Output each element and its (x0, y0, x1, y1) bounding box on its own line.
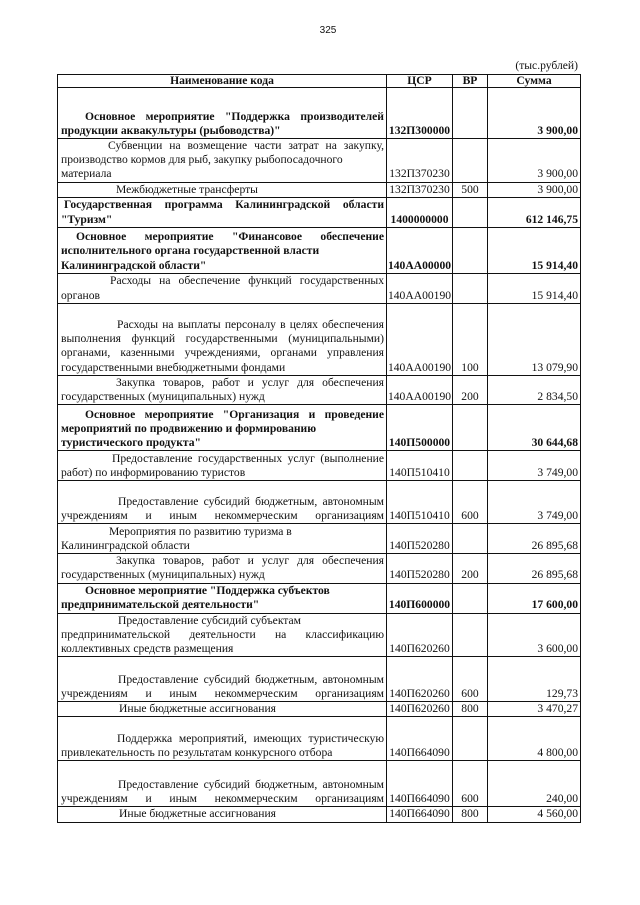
table-row (58, 807, 581, 822)
sum-cell: 3 749,00 (488, 451, 581, 481)
sum-cell: 3 900,00 (488, 139, 581, 183)
name-line: предпринимательской деятельности" (61, 598, 260, 612)
vr-cell (453, 273, 488, 303)
code-cell: 140АА00190 (387, 273, 453, 303)
name-line: Основное мероприятие "Поддержка производителей (85, 109, 384, 123)
name-line: Закупка товаров, работ и услуг для обеспечения (116, 375, 384, 389)
table-header-row (58, 75, 581, 88)
name-line: материала (61, 167, 112, 181)
table-row (58, 182, 581, 197)
code-cell: 140П664090 (387, 761, 453, 807)
table-row (58, 227, 581, 273)
sum-cell: 129,73 (488, 657, 581, 702)
vr-cell: 800 (453, 807, 488, 822)
code-cell: 140П510410 (387, 451, 453, 481)
budget-table (57, 74, 581, 823)
vr-cell: 800 (453, 702, 488, 717)
name-cell (58, 524, 387, 554)
vr-cell: 200 (453, 375, 488, 404)
table-row (58, 657, 581, 702)
code-cell: 140П510410 (387, 481, 453, 524)
name-line: Иные бюджетные ассигнования (119, 702, 276, 716)
name-line: производство кормов для рыб, закупку рыбопосадочного (61, 153, 343, 167)
name-cell (58, 182, 387, 197)
vr-cell (453, 197, 488, 227)
page-number: 325 (319, 25, 337, 36)
vr-cell: 600 (453, 481, 488, 524)
name-line: Предоставление субсидий бюджетным, автономным (118, 672, 384, 686)
sum-cell: 3 749,00 (488, 481, 581, 524)
code-cell: 140П500000 (387, 405, 453, 451)
name-line: выполнения функций государственными (муниципальными) (61, 332, 384, 346)
table-row (58, 197, 581, 227)
table-row (58, 405, 581, 451)
code-cell: 140П664090 (387, 807, 453, 822)
code-cell: 140П620260 (387, 657, 453, 702)
name-line: Предоставление субсидий бюджетным, автономным (118, 494, 384, 508)
vr-cell (453, 717, 488, 761)
table-row (58, 761, 581, 807)
sum-cell: 26 895,68 (488, 524, 581, 554)
header-sum: Сумма (488, 75, 581, 88)
name-line: Государственная программа Калининградской области (64, 198, 384, 212)
code-cell: 140АА00000 (387, 227, 453, 273)
table-row (58, 524, 581, 554)
sum-cell: 4 560,00 (488, 807, 581, 822)
code-cell: 140АА00190 (387, 303, 453, 375)
vr-cell: 600 (453, 761, 488, 807)
vr-cell (453, 451, 488, 481)
name-line: продукции аквакультуры (рыбоводства)" (61, 123, 281, 137)
name-cell (58, 761, 387, 807)
name-cell (58, 139, 387, 183)
name-line: Расходы на выплаты персоналу в целях обеспечения (117, 318, 384, 331)
table-row (58, 481, 581, 524)
vr-cell (453, 88, 488, 139)
table-row (58, 613, 581, 657)
vr-cell: 100 (453, 303, 488, 375)
vr-cell (453, 613, 488, 657)
name-line: Закупка товаров, работ и услуг для обеспечения (116, 554, 384, 568)
name-cell (58, 451, 387, 481)
name-line: Предоставление субсидий субъектам (118, 613, 302, 627)
code-cell: 132П370230 (387, 182, 453, 197)
name-line: мероприятий по продвижению и формированию (61, 421, 317, 435)
name-line: государственными внебюджетными фондами (61, 360, 286, 374)
code-cell: 140П620260 (387, 702, 453, 717)
name-line: привлекательность по результатам конкурсного отбора (61, 746, 333, 760)
name-cell (58, 481, 387, 524)
name-line: коллективных средств размещения (61, 642, 234, 656)
sum-cell: 3 900,00 (488, 88, 581, 139)
code-cell: 140АА00190 (387, 375, 453, 404)
name-line: исполнительного органа государственной власти (61, 244, 320, 258)
name-line: туристического продукта" (61, 436, 201, 450)
vr-cell (453, 139, 488, 183)
name-line: Субвенции на возмещение части затрат на закупку, (108, 139, 384, 152)
sum-cell: 3 600,00 (488, 613, 581, 657)
name-line: Предоставление государственных услуг (выполнение (112, 451, 384, 465)
name-cell (58, 717, 387, 761)
name-cell (58, 197, 387, 227)
name-line: Предоставление субсидий бюджетным, автономным (118, 778, 384, 792)
code-cell: 132П370230 (387, 139, 453, 183)
name-line: органов (61, 288, 100, 302)
name-cell (58, 613, 387, 657)
name-line: Калининградской области" (61, 258, 207, 272)
sum-cell: 30 644,68 (488, 405, 581, 451)
name-cell (58, 583, 387, 613)
name-line: "Туризм" (61, 212, 113, 226)
code-cell: 140П520280 (387, 524, 453, 554)
name-cell (58, 702, 387, 717)
name-line: учреждениям и иным некоммерческим организациям (61, 687, 384, 701)
table-row (58, 303, 581, 375)
header-code: ЦСР (387, 75, 453, 88)
vr-cell: 200 (453, 554, 488, 583)
name-line: предпринимательской деятельности на классификацию (61, 627, 384, 641)
vr-cell (453, 227, 488, 273)
code-cell: 140П520280 (387, 554, 453, 583)
name-line: Основное мероприятие "Организация и проведение (85, 407, 384, 421)
name-cell (58, 303, 387, 375)
sum-cell: 240,00 (488, 761, 581, 807)
name-line: учреждениям и иным некоммерческим организациям (61, 792, 384, 806)
name-line: работ) по информированию туристов (61, 466, 246, 480)
table-row (58, 583, 581, 613)
name-cell (58, 88, 387, 139)
table-row (58, 375, 581, 404)
sum-cell: 612 146,75 (488, 197, 581, 227)
sum-cell: 17 600,00 (488, 583, 581, 613)
header-vr: ВР (453, 75, 488, 88)
table-row (58, 273, 581, 303)
sum-cell: 2 834,50 (488, 375, 581, 404)
sum-cell: 15 914,40 (488, 273, 581, 303)
name-line: органами, казенными учреждениями, органами управления (61, 346, 384, 360)
name-cell (58, 227, 387, 273)
name-line: Поддержка мероприятий, имеющих туристическую (117, 732, 384, 746)
table-row (58, 139, 581, 183)
name-line: государственных (муниципальных) нужд (61, 390, 265, 404)
name-line: Иные бюджетные ассигнования (119, 807, 276, 821)
vr-cell (453, 524, 488, 554)
vr-cell (453, 405, 488, 451)
units-label: (тыс.рублей) (515, 59, 578, 72)
name-cell (58, 657, 387, 702)
table-row (58, 451, 581, 481)
name-line: Межбюджетные трансферты (116, 182, 258, 196)
name-cell (58, 554, 387, 583)
sum-cell: 3 470,27 (488, 702, 581, 717)
name-cell (58, 375, 387, 404)
code-cell: 140П664090 (387, 717, 453, 761)
table-row (58, 717, 581, 761)
name-cell (58, 807, 387, 822)
sum-cell: 3 900,00 (488, 182, 581, 197)
name-line: Основное мероприятие "Поддержка субъектов (85, 584, 330, 598)
name-cell (58, 405, 387, 451)
code-cell: 140П620260 (387, 613, 453, 657)
vr-cell: 500 (453, 182, 488, 197)
code-cell: 140П600000 (387, 583, 453, 613)
table-row (58, 554, 581, 583)
name-line: Калининградской области (61, 539, 190, 553)
name-line: Расходы на обеспечение функций государственных (110, 274, 384, 288)
name-line: учреждениям и иным некоммерческим организациям (61, 509, 384, 523)
name-line: Мероприятия по развитию туризма в (109, 524, 292, 538)
sum-cell: 4 800,00 (488, 717, 581, 761)
sum-cell: 13 079,90 (488, 303, 581, 375)
sum-cell: 26 895,68 (488, 554, 581, 583)
table-body (58, 88, 581, 823)
vr-cell: 600 (453, 657, 488, 702)
sum-cell: 15 914,40 (488, 227, 581, 273)
name-line: Основное мероприятие "Финансовое обеспечение (76, 230, 384, 244)
table-row (58, 88, 581, 139)
name-cell (58, 273, 387, 303)
vr-cell (453, 583, 488, 613)
code-cell: 1400000000 (387, 197, 453, 227)
table-row (58, 702, 581, 717)
header-name: Наименование кода (58, 75, 387, 88)
code-cell: 132П300000 (387, 88, 453, 139)
name-line: государственных (муниципальных) нужд (61, 568, 265, 582)
